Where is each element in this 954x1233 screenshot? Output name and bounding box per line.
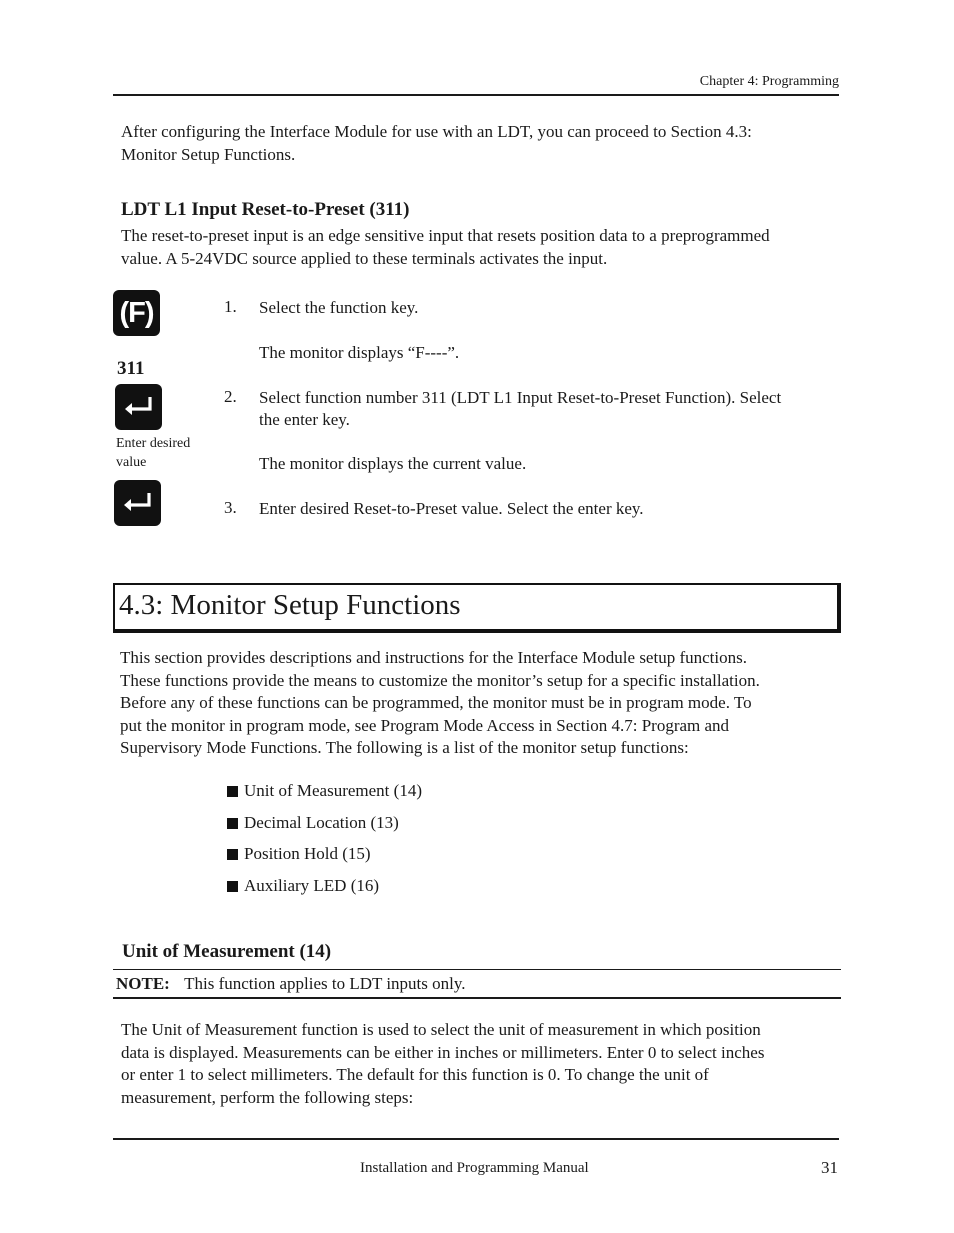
section-line-3: Before any of these functions can be programmed, the monitor must be in program mode. To [120, 693, 752, 712]
unit-paragraph [121, 1019, 764, 1109]
section-line-1: This section provides descriptions and instructions for the Interface Module setup functions. [120, 648, 747, 667]
function-key-icon [113, 290, 160, 336]
footer-rule [113, 1138, 839, 1140]
unit-heading: Unit of Measurement (14) [122, 941, 332, 962]
step-3-number: 3. [224, 498, 237, 517]
square-bullet-icon [227, 818, 238, 829]
step-3-text: Enter desired Reset-to-Preset value. Select the enter key. [259, 499, 644, 518]
footer-manual-title: Installation and Programming Manual [360, 1160, 589, 1176]
header-rule [113, 94, 839, 96]
bullet-text: Position Hold (15) [244, 844, 371, 863]
ldt-line-2: value. A 5-24VDC source applied to these terminals activates the input. [121, 248, 608, 268]
enter-key-icon [115, 384, 162, 430]
step-2-result: The monitor displays the current value. [259, 454, 527, 473]
step-2-number: 2. [224, 387, 237, 406]
function-key-label: (F) [119, 296, 154, 329]
ldt-line-1: The reset-to-preset input is an edge sensitive input that resets position data to a preprogrammed [121, 226, 770, 245]
note-text: This function applies to LDT inputs only. [184, 974, 466, 993]
section-paragraph [120, 647, 760, 760]
step-2-text [259, 387, 844, 431]
enter-caption [116, 434, 190, 472]
intro-line-2: Monitor Setup Functions. [121, 144, 296, 164]
note-top-rule [113, 969, 841, 970]
intro-paragraph [121, 121, 752, 166]
bullet-text: Decimal Location (13) [244, 813, 399, 832]
bullet-item [227, 876, 379, 896]
square-bullet-icon [227, 786, 238, 797]
bullet-text: Unit of Measurement (14) [244, 781, 422, 800]
enter-arrow-icon [121, 490, 155, 516]
intro-line-1: After configuring the Interface Module for use with an LDT, you can proceed to Section 4.3: [121, 122, 752, 141]
bullet-item [227, 813, 399, 833]
square-bullet-icon [227, 849, 238, 860]
unit-line-1: The Unit of Measurement function is used to select the unit of measurement in which position [121, 1020, 761, 1039]
enter-key-icon-2 [114, 480, 161, 526]
enter-arrow-icon [122, 394, 156, 420]
step-1-number: 1. [224, 297, 237, 316]
section-line-2: These functions provide the means to customize the monitor’s setup for a specific installation. [120, 670, 760, 690]
step-1-text: Select the function key. [259, 298, 419, 317]
function-number-label: 311 [117, 358, 145, 379]
section-line-4: put the monitor in program mode, see Program Mode Access in Section 4.7: Program and [120, 715, 730, 735]
note [116, 974, 466, 994]
page-number: 31 [821, 1158, 838, 1177]
enter-caption-line-2: value [116, 455, 147, 470]
note-label: NOTE: [116, 974, 170, 993]
step-2-line-1: Select function number 311 (LDT L1 Input Reset-to-Preset Function). Select [259, 388, 782, 407]
step-1-result: The monitor displays “F----”. [259, 343, 460, 362]
bullet-item [227, 844, 371, 864]
ldt-heading: LDT L1 Input Reset-to-Preset (311) [121, 199, 410, 220]
section-title: 4.3: Monitor Setup Functions [119, 589, 461, 621]
ldt-paragraph [121, 225, 770, 270]
enter-caption-line-1: Enter desired [116, 436, 191, 451]
note-bottom-rule [113, 997, 841, 999]
unit-line-3: or enter 1 to select millimeters. The default for this function is 0. To change the unit of [121, 1065, 709, 1084]
unit-line-2: data is displayed. Measurements can be either in inches or millimeters. Enter 0 to select inches [121, 1042, 765, 1062]
section-line-5: Supervisory Mode Functions. The following is a list of the monitor setup functions: [120, 738, 689, 757]
bullet-text: Auxiliary LED (16) [244, 876, 380, 895]
unit-line-4: measurement, perform the following steps: [121, 1087, 414, 1107]
square-bullet-icon [227, 881, 238, 892]
step-2-line-2: the enter key. [259, 410, 350, 429]
bullet-item [227, 781, 422, 801]
section-heading-box [113, 583, 841, 633]
chapter-header: Chapter 4: Programming [699, 74, 839, 89]
